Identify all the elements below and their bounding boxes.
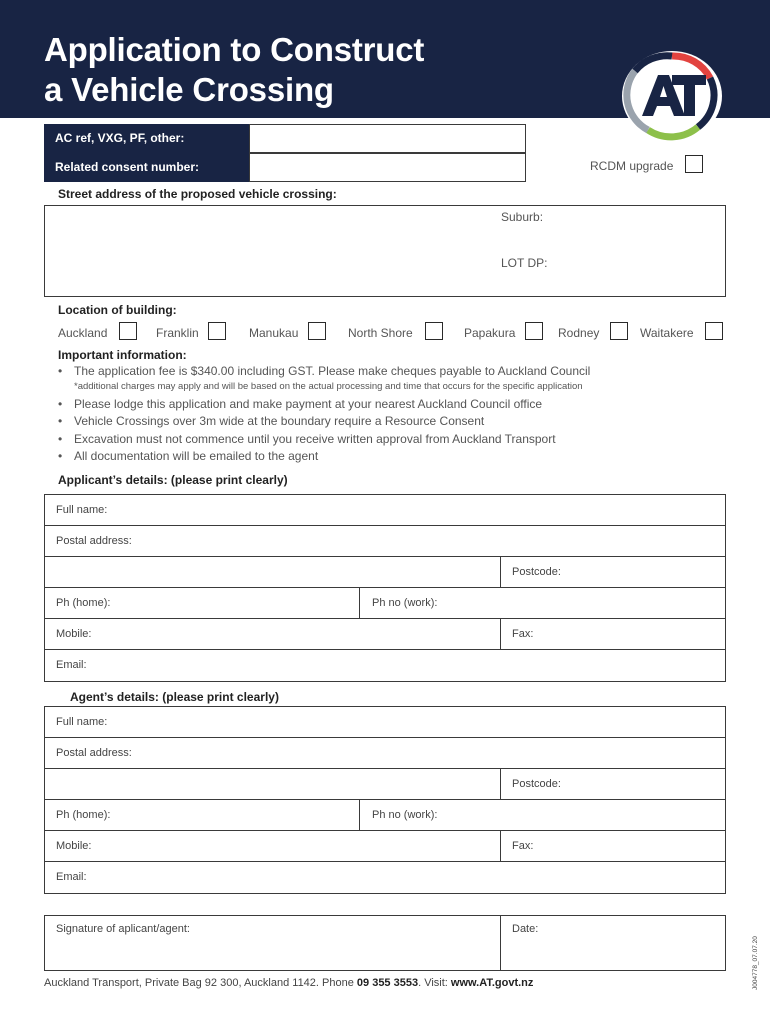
location-label-waitakere: Waitakere <box>640 326 694 340</box>
email-label: Email: <box>56 659 87 671</box>
mobile-label: Mobile: <box>56 840 92 852</box>
bullet-icon: • <box>58 397 63 411</box>
agent-mobile-row[interactable] <box>45 831 725 862</box>
full-name-label: Full name: <box>56 504 108 516</box>
applicant-mobile-row[interactable] <box>45 619 725 650</box>
agent-phone-row[interactable] <box>45 800 725 831</box>
agent-heading: Agent’s details: (please print clearly) <box>70 690 279 704</box>
info-bullet-fee <box>58 364 590 378</box>
ac-ref-field[interactable] <box>249 124 526 153</box>
fax-label: Fax: <box>512 840 534 852</box>
column-divider <box>500 916 501 970</box>
reference-table <box>44 124 526 182</box>
document-reference-code: J004778_07.07.20 <box>752 936 759 990</box>
info-bullet <box>58 432 556 446</box>
important-info-heading: Important information: <box>58 348 187 362</box>
full-name-label: Full name: <box>56 716 108 728</box>
info-bullet-text: All documentation will be emailed to the agent <box>74 449 319 463</box>
column-divider <box>500 769 501 800</box>
ph-home-label: Ph (home): <box>56 809 111 821</box>
signature-box[interactable] <box>44 915 726 971</box>
location-label-manukau: Manukau <box>249 326 299 340</box>
column-divider <box>500 557 501 588</box>
location-checkbox-papakura[interactable] <box>525 322 543 340</box>
ac-ref-label: AC ref, VXG, PF, other: <box>44 124 249 153</box>
info-bullet <box>58 449 318 463</box>
location-label-papakura: Papakura <box>464 326 516 340</box>
location-label-franklin: Franklin <box>156 326 199 340</box>
footer-visit: . Visit: <box>418 977 451 989</box>
street-address-heading: Street address of the proposed vehicle crossing: <box>58 187 337 201</box>
footer-website-link[interactable]: www.AT.govt.nz <box>450 977 534 989</box>
footer-phone: 09 355 3553 <box>356 977 419 989</box>
bullet-icon: • <box>58 364 63 378</box>
agent-postcode-row[interactable] <box>45 769 725 800</box>
postcode-label: Postcode: <box>512 778 561 790</box>
location-label-auckland: Auckland <box>58 326 108 340</box>
postal-address-label: Postal address: <box>56 535 132 547</box>
fee-text: The application fee is $340.00 including GST. Please make cheques payable to Auckland Council <box>74 364 591 378</box>
info-bullet <box>58 397 542 411</box>
info-bullet-text: Excavation must not commence until you receive written approval from Auckland Transport <box>74 432 556 446</box>
location-label-north-shore: North Shore <box>348 326 413 340</box>
ph-work-label: Ph no (work): <box>372 809 438 821</box>
location-label-rodney: Rodney <box>558 326 600 340</box>
info-bullet-text: Please lodge this application and make payment at your nearest Auckland Council office <box>74 397 543 411</box>
location-checkbox-rodney[interactable] <box>610 322 628 340</box>
column-divider <box>359 588 360 619</box>
footer-contact <box>44 977 533 989</box>
applicant-postcode-row[interactable] <box>45 557 725 588</box>
location-heading: Location of building: <box>58 303 177 317</box>
postal-address-label: Postal address: <box>56 747 132 759</box>
footer-address: Auckland Transport, Private Bag 92 300, Auckland 1142. Phone <box>44 977 357 989</box>
agent-details-form <box>44 706 726 894</box>
applicant-full-name-row[interactable] <box>45 495 725 526</box>
applicant-email-row[interactable] <box>45 650 725 681</box>
location-checkbox-auckland[interactable] <box>119 322 137 340</box>
agent-full-name-row[interactable] <box>45 707 725 738</box>
bullet-icon: • <box>58 449 63 463</box>
consent-number-field[interactable] <box>249 153 526 182</box>
column-divider <box>359 800 360 831</box>
rcdm-upgrade-checkbox[interactable] <box>685 155 703 173</box>
auckland-transport-logo-icon <box>618 48 730 146</box>
email-label: Email: <box>56 871 87 883</box>
bullet-icon: • <box>58 432 63 446</box>
title-line-1: Application to Construct <box>44 31 425 68</box>
location-checkbox-waitakere[interactable] <box>705 322 723 340</box>
fee-note: *additional charges may apply and will be based on the actual processing and time that occurs for the specific application <box>74 381 583 392</box>
fax-label: Fax: <box>512 628 534 640</box>
bullet-icon: • <box>58 414 63 428</box>
agent-postal-address-row[interactable] <box>45 738 725 769</box>
applicant-details-form <box>44 494 726 682</box>
column-divider <box>500 831 501 862</box>
rcdm-upgrade-label: RCDM upgrade <box>590 159 674 173</box>
mobile-label: Mobile: <box>56 628 92 640</box>
ph-work-label: Ph no (work): <box>372 597 438 609</box>
suburb-label: Suburb: <box>501 210 544 224</box>
page-title <box>44 30 424 110</box>
street-address-field[interactable] <box>44 205 726 297</box>
ph-home-label: Ph (home): <box>56 597 111 609</box>
applicant-phone-row[interactable] <box>45 588 725 619</box>
applicant-postal-address-row[interactable] <box>45 526 725 557</box>
applicant-heading: Applicant’s details: (please print clearly) <box>58 473 288 487</box>
title-line-2: a Vehicle Crossing <box>44 71 334 108</box>
column-divider <box>500 619 501 650</box>
info-bullet-text: Vehicle Crossings over 3m wide at the boundary require a Resource Consent <box>74 414 485 428</box>
date-label: Date: <box>512 923 539 935</box>
agent-email-row[interactable] <box>45 862 725 893</box>
signature-label: Signature of aplicant/agent: <box>56 923 190 935</box>
location-checkbox-franklin[interactable] <box>208 322 226 340</box>
lot-dp-label: LOT DP: <box>501 256 548 270</box>
consent-number-label: Related consent number: <box>44 153 249 182</box>
location-checkbox-north-shore[interactable] <box>425 322 443 340</box>
postcode-label: Postcode: <box>512 566 561 578</box>
location-checkbox-manukau[interactable] <box>308 322 326 340</box>
info-bullet <box>58 414 484 428</box>
